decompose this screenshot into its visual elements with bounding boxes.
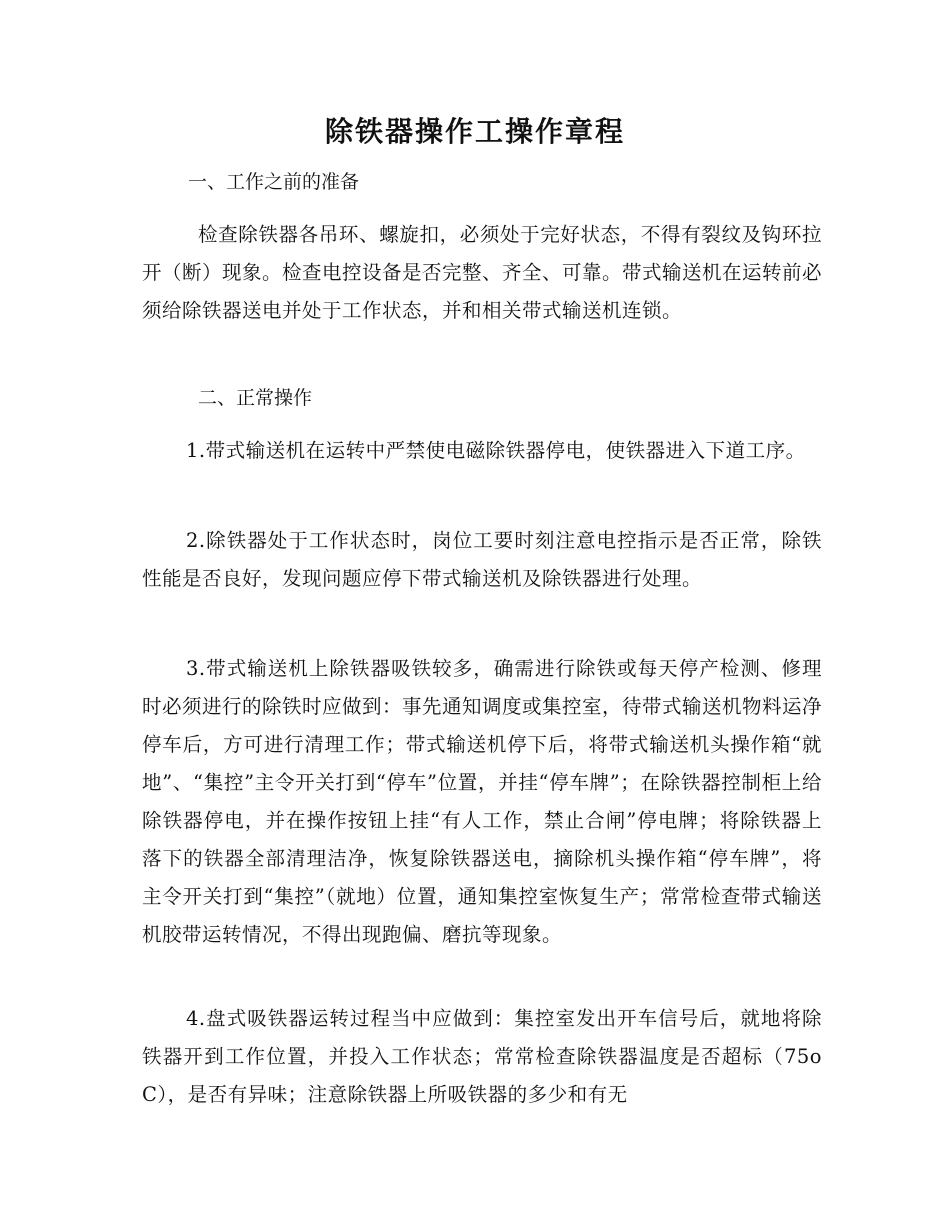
document-title: 除铁器操作工操作章程 — [324, 115, 625, 148]
section-heading-preparation: 一、工作之前的准备 — [188, 171, 360, 193]
paragraph-operation-4: 4.盘式吸铁器运转过程当中应做到：集控室发出开车信号后，就地将除铁器开到工作位置，并投入工作状态；常常检查除铁器温度是否超标（75oC），是否有异味；注意除铁器上所吸铁器的多少和有无 — [142, 1007, 822, 1106]
paragraph-operation-1: 1.带式输送机在运转中严禁使电磁除铁器停电，使铁器进入下道工序。 — [186, 439, 806, 462]
paragraph-preparation: 检查除铁器各吊环、螺旋扣，必须处于完好状态，不得有裂纹及钩环拉开（断）现象。检查电控设备是否完整、齐全、可靠。带式输送机在运转前必须给除铁器送电并处于工作状态，并和相关带式输送机连锁。 — [142, 223, 823, 322]
paragraph-operation-2: 2.除铁器处于工作状态时，岗位工要时刻注意电控指示是否正常，除铁性能是否良好，发现问题应停下带式输送机及除铁器进行处理。 — [142, 529, 822, 590]
paragraph-operation-3: 3.带式输送机上除铁器吸铁较多，确需进行除铁或每天停产检测、修理时必须进行的除铁时应做到：事先通知调度或集控室，待带式输送机物料运净停车后，方可进行清理工作；带式输送机停下后，将带式输送机头操作箱“就地”、“集控”主令开关打到“停车”位置，并挂“停车牌”；在除铁器控制柜上给除铁器停电，并在操作按钮上挂“有人工作，禁止合闸”停电牌；将除铁器上落下的铁器全部清理洁净，恢复除铁器送电，摘除机头操作箱“停车牌”，将主令开关打到“集控”（就地）位置，通知集控室恢复生产；常常检查带式输送机胶带运转情况，不得出现跑偏、磨抗等现象。 — [142, 657, 823, 946]
section-heading-normal-operation: 二、正常操作 — [198, 387, 313, 409]
